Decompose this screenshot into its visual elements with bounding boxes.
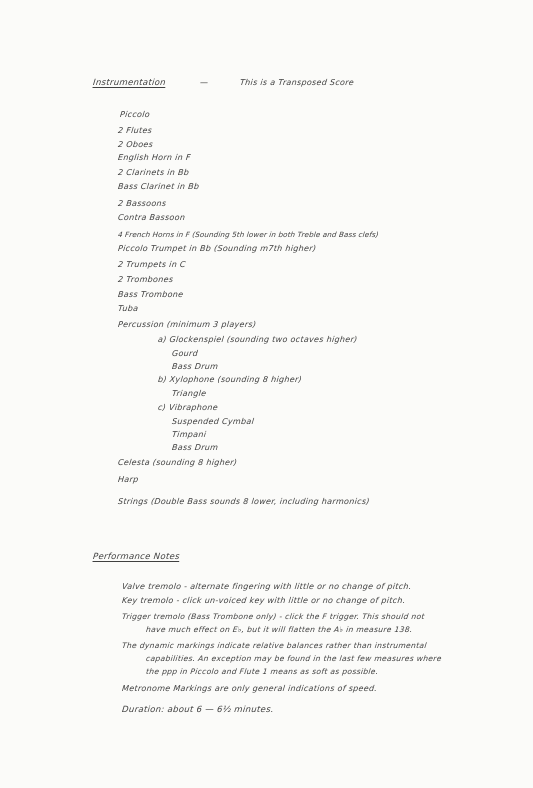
instrument-line: Contra Bassoon — [117, 213, 186, 222]
performance-note-line: have much effect on E♭, but it will flatten the A♭ in measure 138. — [145, 625, 414, 634]
duration-line: Duration: about 6 — 6½ minutes. — [121, 705, 275, 715]
performance-note-line: the ppp in Piccolo and Flute 1 means as soft as possible. — [145, 667, 379, 676]
instrument-line: Piccolo — [119, 110, 151, 119]
percussion-line: Bass Drum — [171, 443, 219, 452]
instrument-line: 2 Clarinets in Bb — [117, 168, 190, 177]
instrument-line: Tuba — [117, 304, 139, 313]
instrumentation-heading: Instrumentation — [92, 78, 167, 88]
instrument-line: 2 Oboes — [117, 140, 154, 149]
performance-note-line: Metronome Markings are only general indications of speed. — [121, 684, 378, 693]
instrument-line: Piccolo Trumpet in Bb (Sounding m7th higher) — [117, 244, 317, 253]
instrument-line: Bass Clarinet in Bb — [117, 182, 200, 191]
transposed-score-note: This is a Transposed Score — [239, 78, 355, 87]
performance-note-line: The dynamic markings indicate relative balances rather than instrumental — [121, 641, 428, 650]
percussion-line: Suspended Cymbal — [171, 417, 255, 426]
performance-note-line: Valve tremolo - alternate fingering with little or no change of pitch. — [121, 582, 413, 591]
percussion-line: Timpani — [171, 430, 207, 439]
instrument-line: Percussion (minimum 3 players) — [117, 320, 257, 329]
percussion-line: c) Vibraphone — [157, 403, 219, 412]
percussion-line: Triangle — [171, 389, 207, 398]
performance-notes-heading: Performance Notes — [92, 552, 181, 562]
performance-note-line: Trigger tremolo (Bass Trombone only) - click the F trigger. This should not — [121, 612, 426, 621]
instrument-line: 2 Bassoons — [117, 199, 167, 208]
performance-note-line: capabilities. An exception may be found in the last few measures where — [145, 654, 443, 663]
strings-line: Strings (Double Bass sounds 8 lower, including harmonics) — [117, 497, 371, 506]
instrument-line: 4 French Horns in F (Sounding 5th lower in both Treble and Bass clefs) — [117, 230, 380, 239]
instrument-line: 2 Flutes — [117, 126, 153, 135]
percussion-line: a) Glockenspiel (sounding two octaves higher) — [157, 335, 358, 344]
instrument-line: 2 Trumpets in C — [117, 260, 187, 269]
percussion-line: b) Xylophone (sounding 8 higher) — [157, 375, 303, 384]
performance-note-line: Key tremolo - click un-voiced key with little or no change of pitch. — [121, 596, 407, 605]
percussion-line: Bass Drum — [171, 362, 219, 371]
instrument-line: Celesta (sounding 8 higher) — [117, 458, 238, 467]
instrument-line: English Horn in F — [117, 153, 192, 162]
instrument-line: Bass Trombone — [117, 290, 184, 299]
heading-dash: — — [199, 78, 209, 87]
percussion-line: Gourd — [171, 349, 199, 358]
instrument-line: Harp — [117, 475, 139, 484]
instrument-line: 2 Trombones — [117, 275, 174, 284]
